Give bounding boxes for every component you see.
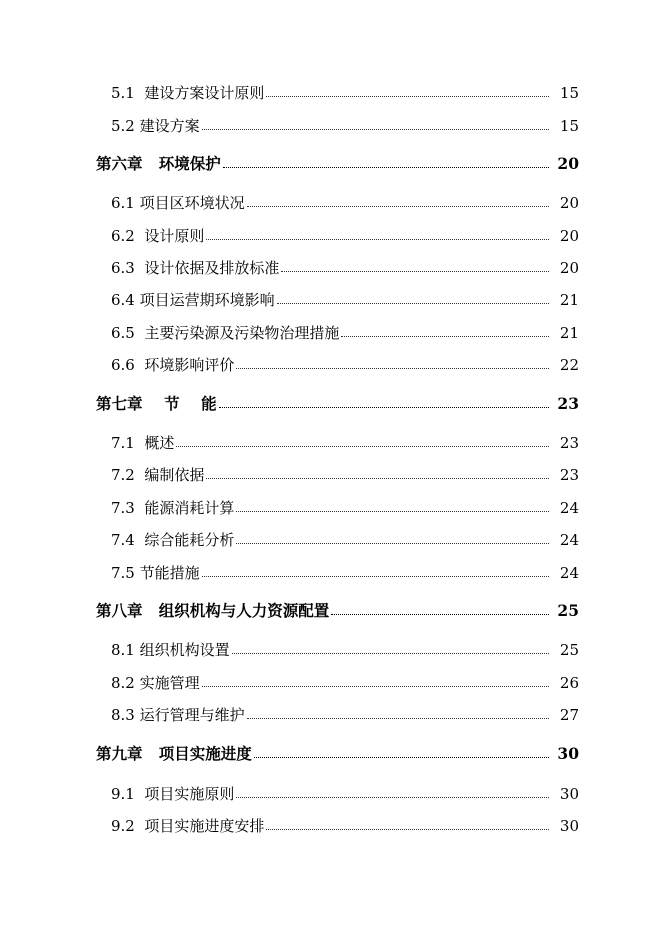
toc-page-number: 24 — [559, 564, 579, 582]
toc-entry[interactable] — [0, 702, 662, 724]
toc-page-number: 24 — [559, 531, 579, 549]
toc-entry-title: 7.1 概述 — [111, 434, 175, 452]
toc-chapter-entry[interactable] — [0, 741, 662, 763]
dot-leader — [219, 406, 549, 408]
toc-entry-title: 9.1 项目实施原则 — [111, 785, 235, 803]
dot-leader — [266, 95, 549, 97]
toc-entry[interactable] — [0, 352, 662, 374]
toc-page-number: 25 — [559, 641, 579, 659]
toc-page-number: 20 — [557, 154, 579, 173]
toc-page-number: 20 — [559, 227, 579, 245]
toc-entry-title: 5.1 建设方案设计原则 — [111, 84, 265, 102]
toc-chapter-entry[interactable] — [0, 391, 662, 413]
dot-leader — [331, 613, 549, 615]
toc-page-number: 22 — [559, 356, 579, 374]
dot-leader — [247, 717, 549, 719]
dot-leader — [232, 652, 549, 654]
dot-leader — [277, 302, 549, 304]
toc-chapter-entry[interactable] — [0, 151, 662, 173]
toc-page-number: 23 — [557, 394, 579, 413]
dot-leader — [236, 542, 549, 544]
dot-leader — [266, 828, 549, 830]
toc-page-number: 23 — [559, 434, 579, 452]
dot-leader — [236, 796, 549, 798]
dot-leader — [247, 205, 549, 207]
toc-entry[interactable] — [0, 190, 662, 212]
toc-page-number: 21 — [559, 291, 579, 309]
dot-leader — [202, 685, 549, 687]
toc-chapter-title: 第八章 组织机构与人力资源配置 — [96, 601, 330, 620]
toc-entry[interactable] — [0, 80, 662, 102]
dot-leader — [281, 270, 549, 272]
toc-entry-title: 7.3 能源消耗计算 — [111, 499, 235, 517]
dot-leader — [236, 510, 549, 512]
toc-entry[interactable] — [0, 813, 662, 835]
toc-entry-title: 5.2 建设方案 — [111, 117, 200, 135]
toc-entry-title: 6.1 项目区环境状况 — [111, 194, 245, 212]
toc-entry-title: 8.1 组织机构设置 — [111, 641, 230, 659]
toc-entry[interactable] — [0, 670, 662, 692]
dot-leader — [176, 445, 549, 447]
toc-entry[interactable] — [0, 287, 662, 309]
toc-page-number: 25 — [557, 601, 579, 620]
toc-entry[interactable] — [0, 637, 662, 659]
toc-entry-title: 8.3 运行管理与维护 — [111, 706, 245, 724]
toc-entry[interactable] — [0, 462, 662, 484]
toc-entry-title: 6.4 项目运营期环境影响 — [111, 291, 275, 309]
toc-entry-title: 7.2 编制依据 — [111, 466, 205, 484]
toc-page-number: 21 — [559, 324, 579, 342]
toc-page-number: 26 — [559, 674, 579, 692]
toc-page-number: 27 — [559, 706, 579, 724]
toc-entry-title: 6.5 主要污染源及污染物治理措施 — [111, 324, 340, 342]
toc-page-number: 20 — [559, 194, 579, 212]
toc-chapter-title: 第九章 项目实施进度 — [96, 744, 252, 763]
toc-entry[interactable] — [0, 320, 662, 342]
dot-leader — [206, 238, 549, 240]
dot-leader — [236, 367, 549, 369]
toc-chapter-entry[interactable] — [0, 598, 662, 620]
toc-entry[interactable] — [0, 113, 662, 135]
dot-leader — [341, 335, 549, 337]
toc-page-number: 30 — [557, 744, 579, 763]
dot-leader — [202, 128, 549, 130]
toc-entry[interactable] — [0, 527, 662, 549]
toc-page-number: 15 — [559, 117, 579, 135]
dot-leader — [202, 575, 549, 577]
toc-entry-title: 8.2 实施管理 — [111, 674, 200, 692]
toc-entry[interactable] — [0, 781, 662, 803]
toc-entry[interactable] — [0, 223, 662, 245]
toc-entry-title: 6.2 设计原则 — [111, 227, 205, 245]
toc-page-number: 30 — [559, 817, 579, 835]
toc-page-number: 24 — [559, 499, 579, 517]
toc-chapter-title: 第六章 环境保护 — [96, 154, 221, 173]
toc-chapter-title: 第七章 节 能 — [96, 394, 217, 413]
toc-entry[interactable] — [0, 560, 662, 582]
toc-page-number: 20 — [559, 259, 579, 277]
toc-entry-title: 7.4 综合能耗分析 — [111, 531, 235, 549]
toc-page-number: 30 — [559, 785, 579, 803]
toc-entry-title: 6.6 环境影响评价 — [111, 356, 235, 374]
toc-page-number: 23 — [559, 466, 579, 484]
toc-entry-title: 6.3 设计依据及排放标准 — [111, 259, 280, 277]
toc-page-number: 15 — [559, 84, 579, 102]
toc-entry-title: 7.5 节能措施 — [111, 564, 200, 582]
toc-entry[interactable] — [0, 495, 662, 517]
toc-entry-title: 9.2 项目实施进度安排 — [111, 817, 265, 835]
dot-leader — [254, 756, 549, 758]
toc-entry[interactable] — [0, 430, 662, 452]
dot-leader — [223, 166, 549, 168]
dot-leader — [206, 477, 549, 479]
toc-entry[interactable] — [0, 255, 662, 277]
